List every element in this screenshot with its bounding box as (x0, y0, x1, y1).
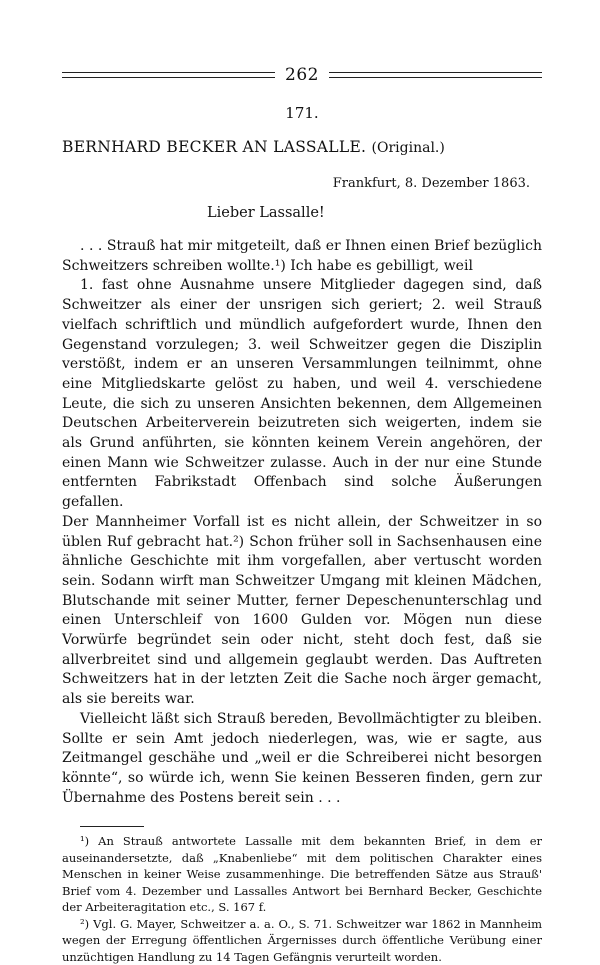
place-date: Frankfurt, 8. Dezember 1863. (332, 176, 530, 191)
body-paragraph: 1. fast ohne Ausnahme unsere Mitglieder dagegen sind, daß Schweitzer als einer der unsrigen sich geriert; 2. weil Strauß vielfach schriftlich und mündlich aufgefordert wurde, Ihnen den Gegenstand vorzulegen; 3. weil Schweitzer gegen die Disziplin verstößt, indem er an unseren Versammlungen teilnimmt, ohne eine Mitgliedskarte gelöst zu haben, und weil 4. verschiedene Leute, die sich zu unseren Ansichten bekennen, dem Allgemeinen Deutschen Arbeiterverein beizutreten sich weigerten, indem sie als Grund anführten, sie könnten keinem Verein angehören, der einen Mann wie Schweitzer zulasse. Auch in der nur eine Stunde entfernten Fabrikstadt Offenbach sind solche Äußerungen gefallen. (62, 277, 542, 511)
page-number: 262 (285, 65, 319, 85)
footnote-separator (80, 826, 144, 827)
running-header (62, 62, 542, 88)
salutation: Lieber Lassalle! (207, 205, 325, 221)
letter-title-line (62, 138, 542, 156)
letter-number: 171. (285, 104, 319, 122)
letter-title-note: (Original.) (371, 140, 445, 156)
body-paragraph: Der Mannheimer Vorfall ist es nicht allein, der Schweitzer in so üblen Ruf gebracht hat.²) Schon früher soll in Sachsenhausen eine ähnliche Geschichte mit ihm vorgefallen, aber vertuscht worden sein. Sodann wirft man Schweitzer Umgang mit kleinen Mädchen, Blutschande mit seiner Mutter, ferner Depeschenunterschlag und einen Unterschleif von 1600 Gulden vor. Mögen nun diese Vorwürfe begründet sein oder nicht, steht doch fest, daß sie allverbreitet sind und allgemein geglaubt werden. Das Auftreten Schweitzers hat in der letzten Zeit die Sache noch ärger gemacht, als sie bereits war. (62, 513, 542, 708)
footnote: ¹) An Strauß antwortete Lassalle mit dem bekannten Brief, in dem er auseinandersetzte, daß „Knabenliebe“ mit dem politischen Charakter eines Menschen in keiner Weise zusammenhinge. Die betreffenden Sätze aus Strauß' Brief vom 4. Dezember und Lassalles Antwort bei Bernhard Becker, Geschichte der Arbeiteragitation etc., S. 167 f. (62, 834, 542, 915)
letter-body (62, 237, 542, 808)
body-paragraph: . . . Strauß hat mir mitgeteilt, daß er Ihnen einen Brief bezüglich Schweitzers schreiben wollte.¹) Ich habe es gebilligt, weil (62, 238, 542, 274)
footnote: ²) Vgl. G. Mayer, Schweitzer a. a. O., S. 71. Schweitzer war 1862 in Mannheim wegen der Erregung öffentlichen Ärgernisses durch öffentliche Verübung einer unzüchtigen Handlung zu 14 Tagen Gefängnis verurteilt worden. (62, 916, 542, 964)
letter-title: BERNHARD BECKER AN LASSALLE. (62, 138, 367, 156)
body-paragraph: Vielleicht läßt sich Strauß bereden, Bevollmächtigter zu bleiben. Sollte er sein Amt jedoch niederlegen, was, wie er sagte, aus Zeitmangel geschähe und „weil er die Schreiberei nicht besorgen könnte“, so würde ich, wenn Sie keinen Besseren finden, gern zur Übernahme des Postens bereit sein . . . (62, 710, 542, 806)
header-rule-right (329, 72, 542, 78)
book-page (62, 62, 542, 965)
footnotes (62, 833, 542, 965)
header-rule-left (62, 72, 275, 78)
